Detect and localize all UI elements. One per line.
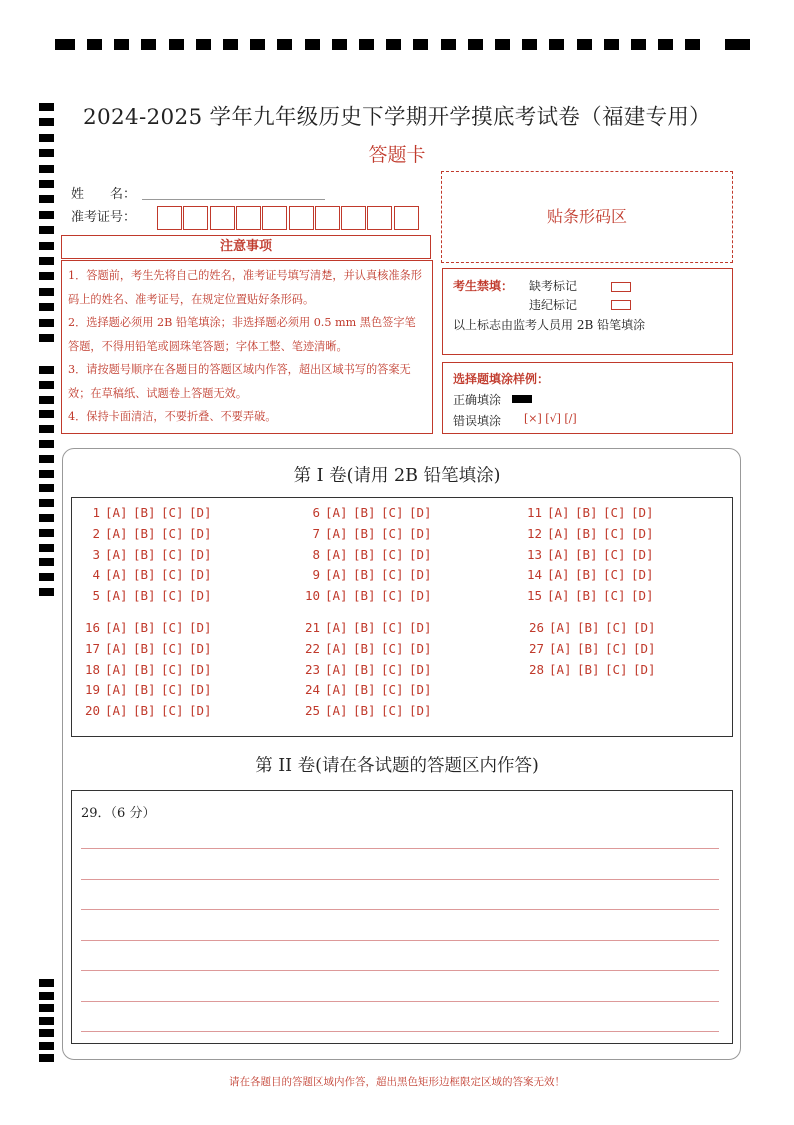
id-label: 准考证号： (71, 210, 137, 225)
mc-option-bubble[interactable]: [B] (353, 588, 376, 604)
mc-option-bubble[interactable]: [C] (161, 546, 184, 562)
mc-option-bubble[interactable]: [C] (381, 505, 404, 520)
mc-option-bubble[interactable]: [D] (409, 588, 432, 604)
timing-mark (39, 242, 54, 250)
mc-question-row (524, 547, 659, 562)
timing-mark (39, 288, 54, 296)
mc-option-bubble[interactable]: [B] (353, 703, 376, 719)
mc-option-bubble[interactable]: [D] (409, 703, 432, 719)
exam-id-digit-box[interactable] (315, 206, 340, 230)
timing-mark (39, 319, 54, 327)
mc-option-bubble[interactable]: [A] (105, 620, 128, 635)
timing-mark (39, 992, 54, 1000)
mc-option-bubble[interactable]: [B] (353, 640, 376, 656)
mc-question-number: 25 (304, 703, 320, 719)
mc-option-bubble[interactable]: [B] (133, 682, 156, 698)
timing-mark (495, 39, 510, 50)
mc-question-row (302, 547, 437, 562)
mc-option-bubble[interactable]: [D] (189, 703, 212, 719)
mc-option-bubble[interactable]: [B] (577, 640, 600, 656)
mc-option-bubble[interactable]: [B] (133, 505, 156, 520)
mc-question-number: 11 (526, 505, 542, 520)
timing-mark (39, 588, 54, 596)
mc-option-bubble[interactable]: [C] (161, 525, 184, 541)
mc-question-row (302, 505, 437, 520)
notice-item: 2．选择题必须用 2B 铅笔填涂；非选择题必须用 0.5 mm 黑色签字笔答题，不得用铅笔或圆珠笔答题；字体工整、笔迹清晰。 (68, 316, 416, 353)
mc-question-row (302, 662, 437, 677)
sample-label: 选择题填涂样例： (453, 372, 550, 386)
mc-option-bubble[interactable]: [C] (161, 588, 184, 604)
mc-option-bubble[interactable]: [A] (105, 588, 128, 604)
mc-option-bubble[interactable]: [D] (633, 620, 656, 635)
timing-mark (725, 39, 750, 50)
mc-option-bubble[interactable]: [C] (605, 661, 628, 677)
mc-question-row (524, 505, 659, 520)
mc-question-number: 10 (304, 588, 320, 604)
notice-item: 4．保持卡面清洁，不要折叠、不要弄破。 (68, 410, 277, 423)
mc-option-bubble[interactable]: [A] (547, 505, 570, 520)
timing-mark (658, 39, 673, 50)
mc-option-bubble[interactable]: [C] (381, 588, 404, 604)
timing-mark (250, 39, 265, 50)
mc-option-bubble[interactable]: [A] (547, 588, 570, 604)
mc-option-bubble[interactable]: [B] (577, 620, 600, 635)
mc-question-row (82, 567, 217, 582)
mc-option-bubble[interactable]: [A] (547, 546, 570, 562)
timing-mark (87, 39, 102, 50)
correct-fill-sample (512, 395, 532, 403)
exam-id-digit-box[interactable] (236, 206, 261, 230)
mc-option-bubble[interactable]: [D] (189, 546, 212, 562)
mc-question-row (82, 505, 217, 520)
answer-line (81, 1001, 719, 1002)
mc-option-bubble[interactable]: [B] (575, 588, 598, 604)
mc-option-bubble[interactable]: [D] (631, 588, 654, 604)
timing-mark (39, 1054, 54, 1062)
exam-id-digit-box[interactable] (367, 206, 392, 230)
mc-option-bubble[interactable]: [B] (353, 661, 376, 677)
mc-option-bubble[interactable]: [A] (549, 640, 572, 656)
mc-option-bubble[interactable]: [D] (633, 661, 656, 677)
mc-option-bubble[interactable]: [C] (381, 661, 404, 677)
absent-mark-box[interactable] (611, 282, 631, 292)
mc-option-bubble[interactable]: [B] (577, 661, 600, 677)
timing-mark (39, 410, 54, 418)
mc-option-bubble[interactable]: [C] (603, 588, 626, 604)
wrong-label: 错误填涂 (453, 414, 502, 428)
mc-option-bubble[interactable]: [A] (325, 682, 348, 698)
timing-mark (39, 425, 54, 433)
barcode-label: 贴条形码区 (546, 207, 627, 226)
mc-question-number: 27 (528, 640, 544, 656)
mc-option-bubble[interactable]: [C] (381, 620, 404, 635)
mc-option-bubble[interactable]: [D] (189, 682, 212, 698)
timing-mark (604, 39, 619, 50)
mc-option-bubble[interactable]: [D] (189, 567, 212, 583)
mc-question-number: 1 (92, 505, 100, 520)
mc-option-bubble[interactable]: [B] (133, 567, 156, 583)
footer-note: 请在各题目的答题区域内作答，超出黑色矩形边框限定区域的答案无效！ (229, 1076, 565, 1088)
notice-item: 1．答题前，考生先将自己的姓名，准考证号填写清楚，并认真核准条形码上的姓名、准考证号，在规定位置贴好条形码。 (68, 269, 422, 306)
mc-option-bubble[interactable]: [A] (105, 505, 128, 520)
exam-id-digit-box[interactable] (341, 206, 366, 230)
mc-option-bubble[interactable]: [D] (631, 567, 654, 583)
mc-question-number: 13 (526, 546, 542, 562)
mc-option-bubble[interactable]: [C] (381, 525, 404, 541)
mc-option-bubble[interactable]: [B] (575, 525, 598, 541)
page-title: 2024-2025 学年九年级历史下学期开学摸底考试卷（福建专用） (83, 105, 711, 130)
answer-line (81, 970, 719, 971)
mc-option-bubble[interactable]: [B] (353, 546, 376, 562)
mc-option-bubble[interactable]: [A] (105, 703, 128, 719)
mc-option-bubble[interactable]: [D] (409, 505, 432, 520)
mc-question-number: 28 (528, 661, 544, 677)
timing-mark (631, 39, 646, 50)
timing-mark (39, 381, 54, 389)
mc-option-bubble[interactable]: [C] (381, 567, 404, 583)
mc-option-bubble[interactable]: [D] (189, 661, 212, 677)
timing-mark (39, 1029, 54, 1037)
exam-id-digit-box[interactable] (262, 206, 287, 230)
mc-option-bubble[interactable]: [D] (189, 505, 212, 520)
sample-box (442, 362, 733, 434)
mc-question-number: 4 (92, 567, 100, 583)
forbid-note: 以上标志由监考人员用 2B 铅笔填涂 (453, 318, 646, 332)
absent-label: 缺考标记 (529, 279, 578, 293)
mc-option-bubble[interactable]: [D] (409, 682, 432, 698)
mc-option-bubble[interactable]: [D] (409, 640, 432, 656)
timing-mark (39, 1017, 54, 1025)
mc-option-bubble[interactable]: [B] (133, 620, 156, 635)
timing-marks-top (55, 39, 750, 51)
name-field[interactable] (142, 199, 325, 200)
timing-mark (359, 39, 374, 50)
essay-answer-box[interactable] (71, 790, 733, 1044)
forbid-box (442, 268, 733, 355)
mc-option-bubble[interactable]: [C] (161, 620, 184, 635)
mc-option-bubble[interactable]: [C] (605, 620, 628, 635)
section1-title: 第 I 卷(请用 2B 铅笔填涂) (293, 466, 501, 486)
mc-question-row (302, 703, 437, 718)
mc-question-row (524, 588, 659, 603)
mc-option-bubble[interactable]: [B] (353, 567, 376, 583)
mc-question-number: 15 (526, 588, 542, 604)
mc-option-bubble[interactable]: [C] (381, 703, 404, 719)
timing-mark (39, 558, 54, 566)
question-29-label: 29．（6 分） (81, 806, 156, 821)
timing-mark (39, 334, 54, 342)
mc-question-row (82, 682, 217, 697)
mc-question-row (82, 526, 217, 541)
timing-mark (39, 272, 54, 280)
mc-option-bubble[interactable]: [A] (547, 567, 570, 583)
timing-mark (39, 195, 54, 203)
mc-option-bubble[interactable]: [C] (381, 640, 404, 656)
mc-question-row (82, 620, 217, 635)
mc-option-bubble[interactable]: [B] (353, 525, 376, 541)
timing-mark (577, 39, 592, 50)
timing-mark (277, 39, 292, 50)
mc-option-bubble[interactable]: [C] (161, 640, 184, 656)
timing-mark (223, 39, 238, 50)
timing-mark (522, 39, 537, 50)
correct-label: 正确填涂 (453, 393, 502, 407)
notice-heading: 注意事项 (61, 235, 431, 259)
section2-title: 第 II 卷(请在各试题的答题区内作答) (255, 756, 539, 776)
timing-mark (39, 499, 54, 507)
timing-mark (386, 39, 401, 50)
mc-question-row (302, 567, 437, 582)
timing-mark (685, 39, 700, 50)
timing-mark (39, 529, 54, 537)
mc-option-bubble[interactable]: [B] (133, 703, 156, 719)
mc-question-number: 17 (84, 640, 100, 656)
mc-question-number: 19 (84, 682, 100, 698)
mc-option-bubble[interactable]: [A] (105, 546, 128, 562)
mc-option-bubble[interactable]: [B] (353, 682, 376, 698)
timing-mark (141, 39, 156, 50)
mc-option-bubble[interactable]: [C] (605, 640, 628, 656)
mc-question-row (82, 547, 217, 562)
mc-option-bubble[interactable]: [C] (603, 505, 626, 520)
mc-option-bubble[interactable]: [D] (409, 525, 432, 541)
mc-question-row (524, 526, 659, 541)
timing-mark (39, 257, 54, 265)
mc-question-number: 6 (312, 505, 320, 520)
mc-option-bubble[interactable]: [A] (105, 682, 128, 698)
mc-question-number: 2 (92, 525, 100, 541)
mc-option-bubble[interactable]: [B] (575, 567, 598, 583)
timing-mark (39, 366, 54, 374)
mc-question-row (302, 588, 437, 603)
forbid-label: 考生禁填： (453, 279, 514, 293)
mc-question-number: 18 (84, 661, 100, 677)
timing-mark (39, 514, 54, 522)
mc-option-bubble[interactable]: [C] (161, 567, 184, 583)
violation-label: 违纪标记 (529, 298, 578, 312)
timing-mark (39, 1004, 54, 1012)
mc-question-number: 8 (312, 546, 320, 562)
mc-option-bubble[interactable]: [A] (547, 525, 570, 541)
mc-option-bubble[interactable]: [D] (633, 640, 656, 656)
mc-option-bubble[interactable]: [D] (409, 567, 432, 583)
mc-question-row (82, 703, 217, 718)
mc-question-row (302, 526, 437, 541)
timing-mark (39, 573, 54, 581)
mc-option-bubble[interactable]: [C] (161, 703, 184, 719)
mc-question-number: 7 (312, 525, 320, 541)
timing-mark (413, 39, 428, 50)
mc-option-bubble[interactable]: [B] (133, 640, 156, 656)
mc-option-bubble[interactable]: [A] (325, 661, 348, 677)
mc-question-number: 16 (84, 620, 100, 635)
mc-option-bubble[interactable]: [A] (549, 620, 572, 635)
mc-option-bubble[interactable]: [A] (105, 525, 128, 541)
answer-line (81, 940, 719, 941)
mc-option-bubble[interactable]: [A] (325, 505, 348, 520)
timing-mark (549, 39, 564, 50)
mc-question-number: 22 (304, 640, 320, 656)
mc-option-bubble[interactable]: [A] (105, 567, 128, 583)
mc-option-bubble[interactable]: [D] (189, 640, 212, 656)
mc-question-row (524, 567, 659, 582)
answer-line (81, 848, 719, 849)
timing-mark (39, 979, 54, 987)
mc-option-bubble[interactable]: [A] (325, 640, 348, 656)
mc-option-bubble[interactable]: [A] (105, 661, 128, 677)
mc-question-row (526, 620, 661, 635)
timing-mark (39, 396, 54, 404)
name-label: 姓 名： (71, 187, 137, 202)
timing-mark (39, 303, 54, 311)
timing-mark (39, 440, 54, 448)
mc-option-bubble[interactable]: [D] (631, 505, 654, 520)
timing-mark (468, 39, 483, 50)
mc-option-bubble[interactable]: [B] (133, 661, 156, 677)
mc-option-bubble[interactable]: [A] (325, 546, 348, 562)
timing-mark (114, 39, 129, 50)
mc-option-bubble[interactable]: [D] (631, 525, 654, 541)
mc-option-bubble[interactable]: [A] (325, 588, 348, 604)
timing-mark (39, 544, 54, 552)
timing-mark (196, 39, 211, 50)
timing-mark (169, 39, 184, 50)
mc-question-row (302, 641, 437, 656)
mc-question-number: 12 (526, 525, 542, 541)
violation-mark-box[interactable] (611, 300, 631, 310)
mc-question-number: 24 (304, 682, 320, 698)
timing-mark (332, 39, 347, 50)
mc-option-bubble[interactable]: [B] (133, 588, 156, 604)
timing-mark (39, 226, 54, 234)
mc-question-row (82, 662, 217, 677)
mc-option-bubble[interactable]: [B] (575, 546, 598, 562)
mc-question-number: 14 (526, 567, 542, 583)
timing-mark (39, 211, 54, 219)
exam-id-digit-box[interactable] (157, 206, 182, 230)
mc-option-bubble[interactable]: [D] (631, 546, 654, 562)
mc-option-bubble[interactable]: [A] (549, 661, 572, 677)
mc-question-number: 9 (312, 567, 320, 583)
mc-option-bubble[interactable]: [B] (353, 505, 376, 520)
mc-question-number: 5 (92, 588, 100, 604)
mc-option-bubble[interactable]: [A] (325, 620, 348, 635)
exam-id-digit-box[interactable] (183, 206, 208, 230)
mc-option-bubble[interactable]: [D] (409, 546, 432, 562)
exam-id-digit-box[interactable] (394, 206, 419, 230)
mc-option-bubble[interactable]: [B] (575, 505, 598, 520)
mc-question-number: 3 (92, 546, 100, 562)
exam-id-digit-box[interactable] (210, 206, 235, 230)
mc-option-bubble[interactable]: [B] (133, 525, 156, 541)
mc-option-bubble[interactable]: [D] (189, 620, 212, 635)
mc-question-number: 21 (304, 620, 320, 635)
wrong-marks: [×] [√] [/] (524, 412, 577, 425)
mc-option-bubble[interactable]: [A] (325, 703, 348, 719)
mc-option-bubble[interactable]: [D] (409, 661, 432, 677)
answer-line (81, 909, 719, 910)
mc-option-bubble[interactable]: [C] (381, 682, 404, 698)
mc-question-row (526, 662, 661, 677)
mc-option-bubble[interactable]: [A] (105, 640, 128, 656)
mc-option-bubble[interactable]: [C] (161, 505, 184, 520)
mc-option-bubble[interactable]: [A] (325, 567, 348, 583)
mc-option-bubble[interactable]: [C] (161, 661, 184, 677)
mc-option-bubble[interactable]: [C] (161, 682, 184, 698)
timing-mark (39, 180, 54, 188)
mc-option-bubble[interactable]: [C] (603, 546, 626, 562)
answer-line (81, 879, 719, 880)
page-subtitle: 答题卡 (368, 144, 426, 166)
mc-option-bubble[interactable]: [B] (133, 546, 156, 562)
mc-question-row (302, 620, 437, 635)
answer-line (81, 1031, 719, 1032)
timing-mark (305, 39, 320, 50)
mc-option-bubble[interactable]: [D] (409, 620, 432, 635)
mc-question-number: 23 (304, 661, 320, 677)
mc-option-bubble[interactable]: [D] (189, 588, 212, 604)
mc-question-row (82, 588, 217, 603)
mc-option-bubble[interactable]: [C] (603, 525, 626, 541)
notice-item: 3．请按题号顺序在各题目的答题区域内作答，超出区域书写的答案无效；在草稿纸、试题卷上答题无效。 (68, 363, 411, 400)
mc-question-row (526, 641, 661, 656)
mc-question-number: 20 (84, 703, 100, 719)
mc-question-number: 26 (528, 620, 544, 635)
mc-option-bubble[interactable]: [B] (353, 620, 376, 635)
timing-mark (441, 39, 456, 50)
mc-option-bubble[interactable]: [D] (189, 525, 212, 541)
mc-question-row (82, 641, 217, 656)
barcode-area (441, 171, 733, 263)
mc-option-bubble[interactable]: [A] (325, 525, 348, 541)
exam-id-digit-box[interactable] (289, 206, 314, 230)
timing-mark (39, 1042, 54, 1050)
mc-question-row (302, 682, 437, 697)
notice-box (61, 260, 433, 434)
mc-option-bubble[interactable]: [C] (381, 546, 404, 562)
mc-option-bubble[interactable]: [C] (603, 567, 626, 583)
timing-mark (55, 39, 75, 50)
